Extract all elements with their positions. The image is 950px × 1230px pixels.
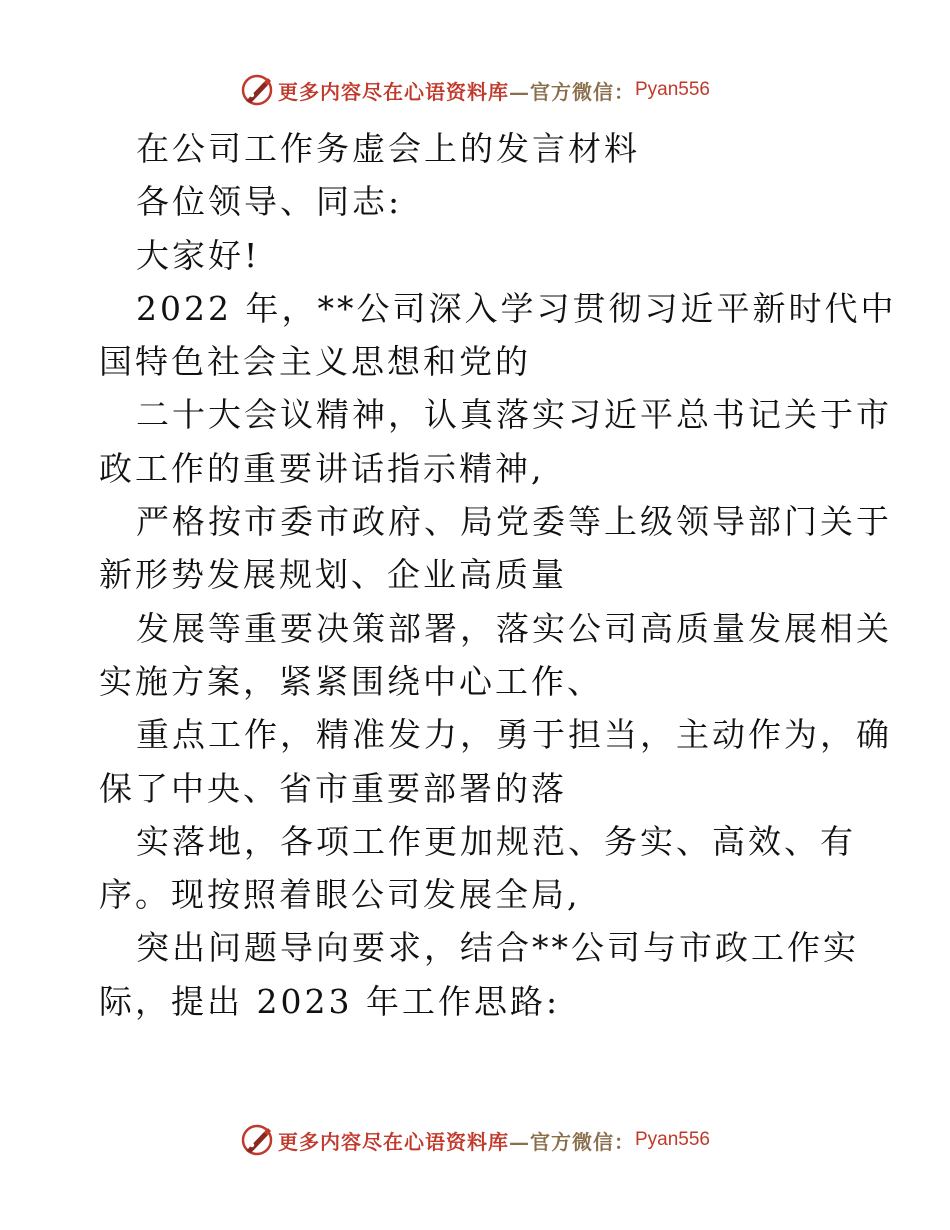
paragraph-line: 国特色社会主义思想和党的 bbox=[99, 342, 531, 382]
paragraph-line: 实落地，各项工作更加规范、务实、高效、有 bbox=[136, 821, 856, 861]
greeting: 大家好! bbox=[136, 235, 261, 275]
document-title: 在公司工作务虚会上的发言材料 bbox=[136, 129, 640, 168]
banner-wechat-id: Pyan556 bbox=[634, 1129, 710, 1150]
paragraph-line: 政工作的重要讲话指示精神, bbox=[99, 448, 545, 488]
document-body bbox=[99, 122, 897, 1028]
banner-separator-text: —官方微信： bbox=[508, 1129, 635, 1154]
footer-watermark-banner bbox=[0, 1120, 950, 1160]
paragraph-line: 保了中央、省市重要部署的落 bbox=[99, 768, 567, 808]
pen-logo-icon bbox=[240, 73, 274, 107]
paragraph-line: 序。现按照着眼公司发展全局, bbox=[99, 875, 581, 915]
paragraph-line: 2022 年，**公司深入学习贯彻习近平新时代中 bbox=[136, 288, 897, 328]
banner-separator-text: —官方微信： bbox=[508, 79, 635, 104]
pen-logo-icon bbox=[240, 1123, 274, 1157]
paragraph-line: 际，提出 2023 年工作思路: bbox=[99, 981, 561, 1021]
header-watermark-banner bbox=[0, 70, 950, 110]
paragraph-line: 新形势发展规划、企业高质量 bbox=[99, 555, 567, 595]
paragraph-line: 严格按市委市政府、局党委等上级领导部门关于 bbox=[136, 502, 892, 542]
paragraph-line: 实施方案，紧紧围绕中心工作、 bbox=[99, 661, 603, 701]
banner-main-text: 更多内容尽在心语资料库 bbox=[277, 1129, 509, 1154]
banner-main-text: 更多内容尽在心语资料库 bbox=[277, 79, 509, 104]
paragraph-line: 发展等重要决策部署，落实公司高质量发展相关 bbox=[136, 608, 892, 648]
salutation: 各位领导、同志: bbox=[136, 182, 403, 222]
banner-wechat-id: Pyan556 bbox=[634, 79, 710, 100]
paragraph-line: 二十大会议精神，认真落实习近平总书记关于市 bbox=[136, 395, 892, 435]
paragraph-line: 重点工作，精准发力，勇于担当，主动作为，确 bbox=[136, 715, 892, 755]
paragraph-line: 突出问题导向要求，结合**公司与市政工作实 bbox=[136, 928, 859, 968]
